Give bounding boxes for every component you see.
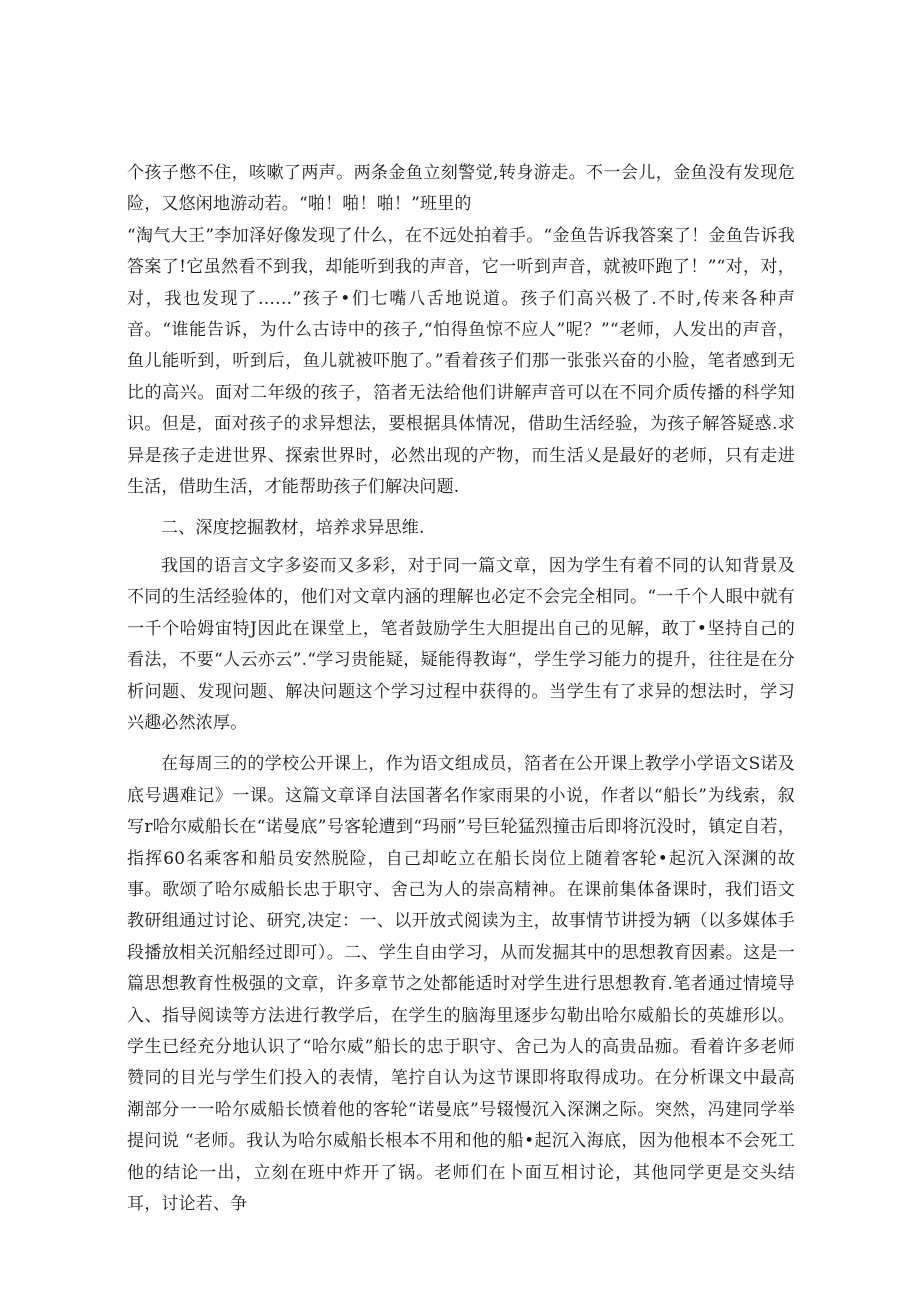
paragraph-open-class: 在每周三的的学校公开课上，作为语文组成员，箔者在公开课上教学小学语文S诺及底号遇难记》一课。这篇文章译自法国著名作家雨果的小说，作者以“船长”为线索，叙写r哈尔威船长在“诺曼底”号客轮遭到“玛丽”号巨轮猛烈撞击后即将沉没时，镇定自若，指挥60名乘客和船员安然脱险，自己却屹立在船长岗位上随着客轮•起沉入深渊的故事。歌颂了哈尔威船长忠于职守、舍己为人的崇高精神。在课前集体备课时，我们语文教研组通过讨论、研究,决定：一、以开放式阅读为主，故事情节讲授为辆（以多媒体手段播放相关沉船经过即可）。二、学生自由学习，从而发掘其中的思想教育因素。这是一篇思想教育性极强的文章，许多章节之处都能适时对学生进行思想教育.笔者通过情境导入、指导阅读等方法进行教学后，在学生的脑海里逐步勾勒出哈尔威船长的英雄形以。学生已经充分地认识了“哈尔威”船长的忠于职守、舍己为人的高贵品痂。看着许多老师赞同的目光与学生们投入的表情，笔拧自认为这节课即将取得成功。在分析课文中最高潮部分一一哈尔威船长愤着他的客轮“诺曼底”号辍慢沉入深渊之际。突然，冯建同学举提问说 “老师。我认为哈尔威船长根本不用和他的船•起沉入海底，因为他根本不会死工他的结论一出，立刻在班中炸开了锅。老师们在卜面互相讨论，其他同学更是交头结耳，讨论若、争: [127, 754, 795, 1214]
document-body: [127, 158, 795, 1220]
paragraph-language: 我国的语言文字多姿而又多彩，对于同一篇文章，因为学生有着不同的认知背景及不同的生活经验体的，他们对文章内涵的理解也必定不会完全相同。“一千个人眼中就有一千个哈姆宙特J因此在课堂上，笔者鼓励学生大胆提出自己的见解，敢丁•坚持自己的看法，不要“人云亦云”.“学习贵能疑，疑能得教诲“，学生学习能力的提升，往往是在分析问题、发现问题、解决问题这个学习过程中获得的。当学生有了求异的想法时，学习兴趣必然浓厚。: [127, 555, 795, 733]
paragraph-dialogue: “淘气大王”李加泽好像发现了什么，在不远处拍着手。“金鱼告诉我答案了！金鱼告诉我答案了!它虽然看不到我，却能听到我的声音，它一听到声音，就被吓跑了！”“对，对，对，我也发现了……”孩子•们七嘴八舌地说道。孩子们高兴极了.不时,传来各种声音。“谁能告诉，为什么古诗中的孩子,“怕得鱼惊不应人”呢？”“老师，人发出的声音，鱼儿能听到，听到后，鱼儿就被吓胞了。”看着孩子们那一张张兴奋的小脸，笔者感到无比的高兴。面对二年级的孩子，箔者无法给他们讲解声音可以在不同介质传播的科学知识。但是，面对孩子的求异想法，要根据具体情况，借助生活经验，为孩子解答疑惑.求异是孩子走进世界、探索世界时，必然出现的产物，而生活乂是最好的老师，只有走进生活，借助生活，才能帮助孩子们解决问题.: [127, 225, 795, 498]
section-heading: 二、深度挖掘教材，培养求异思维.: [161, 518, 425, 539]
paragraph-continuation: 个孩子憋不住，咳嗽了两声。两条金鱼立刻警觉,转身游走。不一会儿，金鱼没有发现危险，又悠闲地游动若。“啪！啪！啪！”班里的: [127, 163, 795, 215]
